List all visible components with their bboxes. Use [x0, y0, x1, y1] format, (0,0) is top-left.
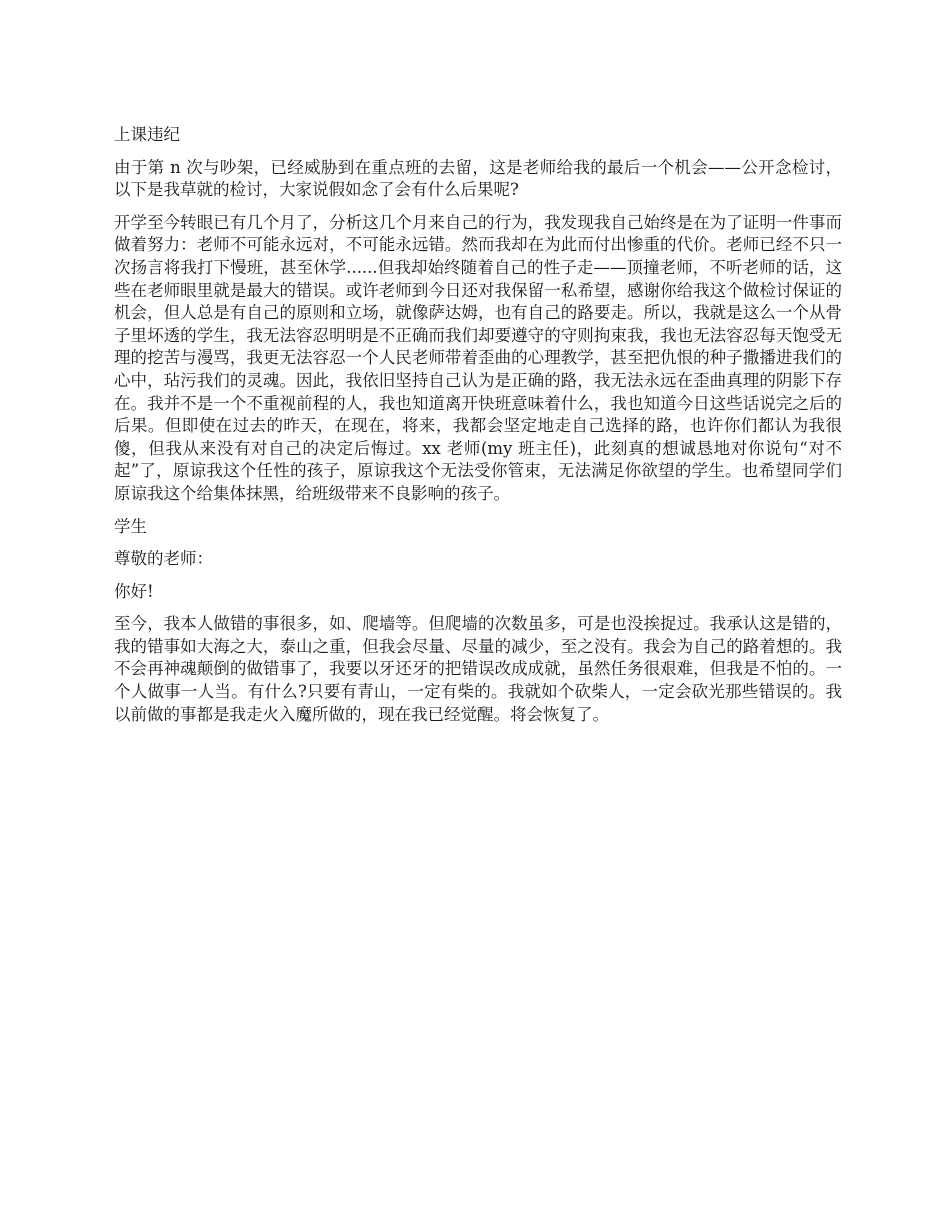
paragraph-salutation: 尊敬的老师： — [114, 549, 213, 569]
paragraph-apology: 至今，我本人做错的事很多，如、爬墙等。但爬墙的次数虽多，可是也没挨捉过。我承认这是错的，我的错事如大海之大，泰山之重，但我会尽量、尽量的减少，至之没有。我会为自己的路着想的。我不会再神魂颠倒的做错事了，我要以牙还牙的把错误改成成就，虽然任务很艰难，但我是不怕的。一个人做事一人当。有什么?只要有青山，一定有柴的。我就如个砍柴人，一定会砍光那些错误的。我以前做的事都是我走火入魔所做的，现在我已经觉醒。将会恢复了。 — [114, 614, 842, 724]
paragraph-signature: 学生 — [114, 516, 147, 536]
paragraph-intro: 由于第 n 次与吵架，已经威胁到在重点班的去留，这是老师给我的最后一个机会——公开念检讨，以下是我草就的检讨，大家说假如念了会有什么后果呢? — [114, 157, 842, 200]
paragraph-self-criticism: 开学至今转眼已有几个月了，分析这几个月来自己的行为，我发现我自己始终是在为了证明一件事而做着努力：老师不可能永远对，不可能永远错。然而我却在为此而付出惨重的代价。老师已经不只一次扬言将我打下慢班，甚至休学......但我却始终随着自己的性子走——顶撞老师，不听老师的话，这些在老师眼里就是最大的错误。或许老师到今日还对我保留一私希望，感谢你给我这个做检讨保证的机会，但人总是有自己的原则和立场，就像萨达姆，也有自己的路要走。所以，我就是这么一个从骨子里坏透的学生，我无法容忍明明是不正确而我们却要遵守的守则拘束我，我也无法容忍每天饱受无理的挖苦与漫骂，我更无法容忍一个人民老师带着歪曲的心理教学，甚至把仇恨的种子撒播进我们的心中，玷污我们的灵魂。因此，我依旧坚持自己认为是正确的路，我无法永远在歪曲真理的阴影下存在。我并不是一个不重视前程的人，我也知道离开快班意味着什么，我也知道今日这些话说完之后的后果。但即使在过去的昨天，在现在，将来，我都会坚定地走自己选择的路，也许你们都认为我很傻，但我从来没有对自己的决定后悔过。xx 老师(my 班主任)，此刻真的想诚恳地对你说句“对不起”了，原谅我这个任性的孩子，原谅我这个无法受你管束，无法满足你欲望的学生。也希望同学们原谅我这个给集体抹黑，给班级带来不良影响的孩子。 — [114, 212, 842, 503]
document-title: 上课违纪 — [114, 125, 180, 144]
paragraph-greeting: 你好! — [114, 581, 154, 601]
document-body — [114, 124, 842, 736]
